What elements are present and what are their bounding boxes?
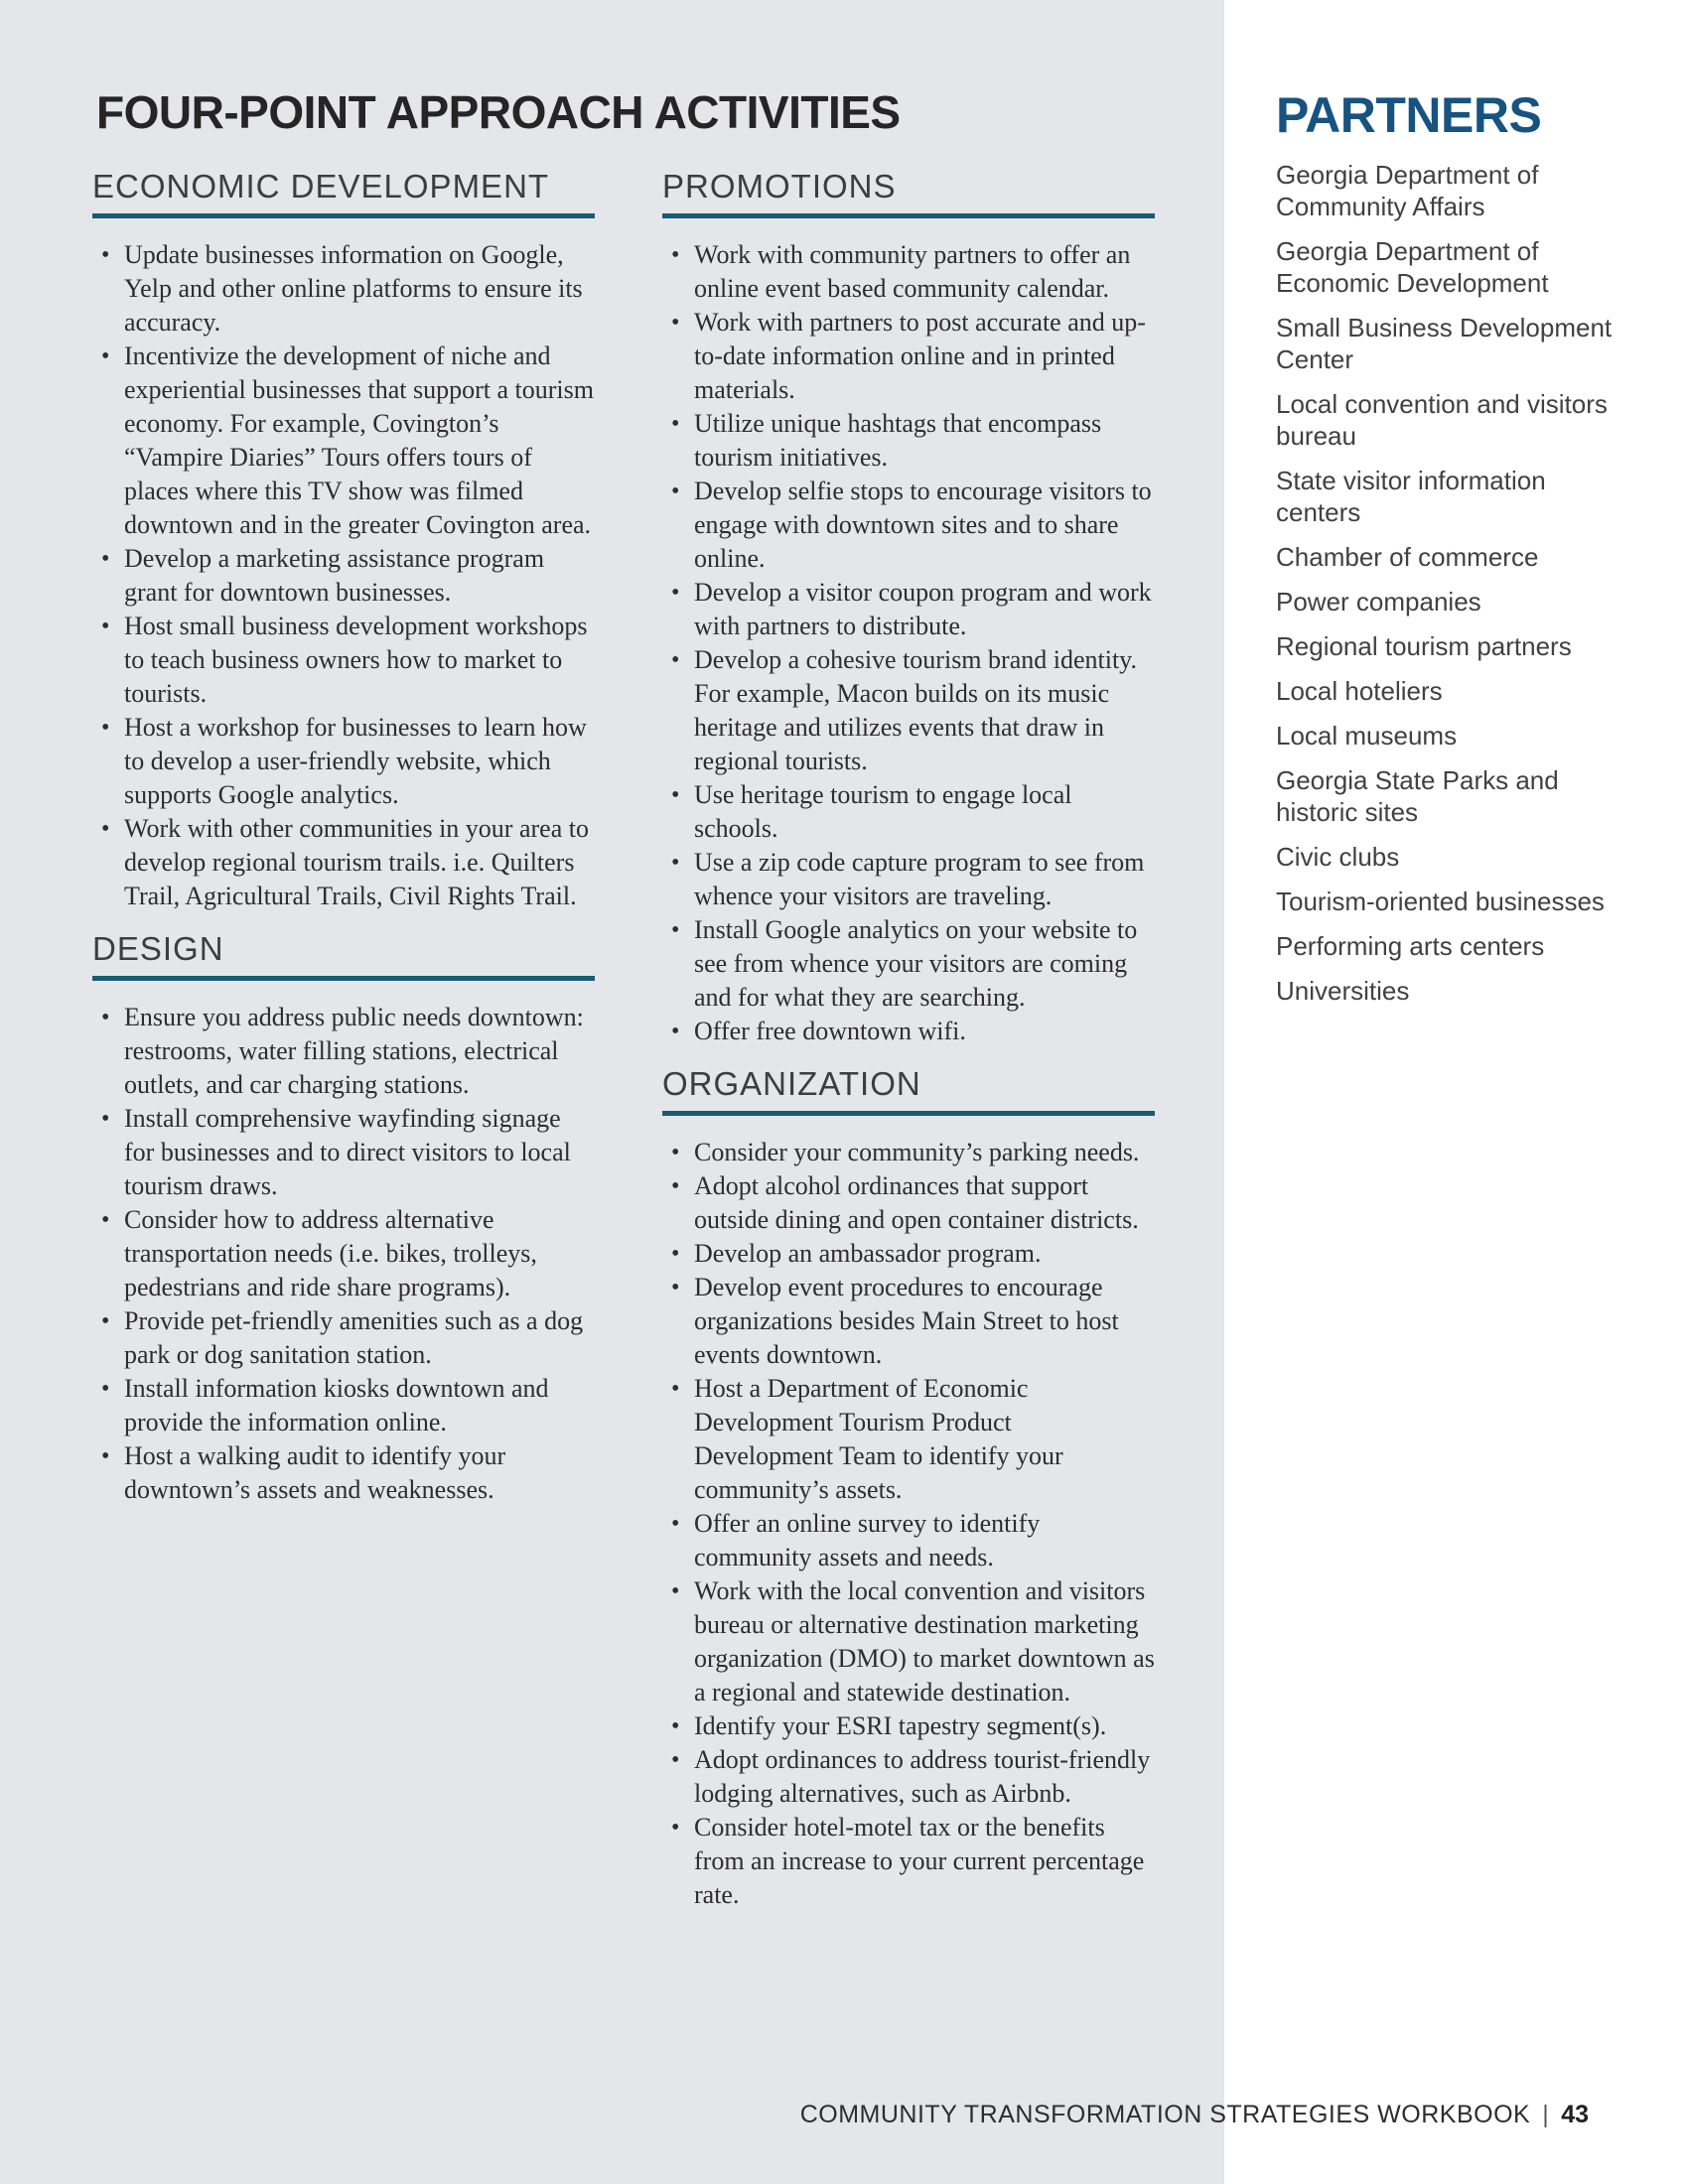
partner-item: Performing arts centers xyxy=(1276,931,1545,961)
organization-item: • Host a Department of Economic Development Tourism Product Development Team to identify your community’s assets. xyxy=(662,1372,1155,1507)
section-economic-development xyxy=(92,169,595,913)
promotions-item: • Offer free downtown wifi. xyxy=(662,1015,1155,1048)
partner-item: State visitor information centers xyxy=(1276,466,1546,527)
organization-item: • Adopt alcohol ordinances that support outside dining and open container districts. xyxy=(662,1169,1155,1237)
promotions-list xyxy=(662,238,1155,1048)
organization-list xyxy=(662,1136,1155,1912)
partner-item: Tourism-oriented businesses xyxy=(1276,887,1605,916)
promotions-item: • Use a zip code capture program to see from whence your visitors are traveling. xyxy=(662,846,1155,913)
partners-sidebar xyxy=(1276,89,1629,1020)
promotions-item: • Develop selfie stops to encourage visitors to engage with downtown sites and to share online. xyxy=(662,475,1155,576)
design-item: • Install comprehensive wayfinding signage for businesses and to direct visitors to local tourism draws. xyxy=(92,1102,595,1203)
column-left xyxy=(92,169,595,1507)
organization-item: • Consider your community’s parking needs. xyxy=(662,1136,1155,1169)
partner-item: Local convention and visitors bureau xyxy=(1276,389,1608,451)
design-item: • Ensure you address public needs downtown: restrooms, water filling stations, electrical outlets, and car charging stations. xyxy=(92,1001,595,1102)
organization-item: • Consider hotel-motel tax or the benefits from an increase to your current percentage rate. xyxy=(662,1811,1155,1912)
partner-item: Local museums xyxy=(1276,721,1458,751)
economic-development-list xyxy=(92,238,595,913)
section-title-organization: ORGANIZATION xyxy=(662,1066,1155,1116)
partner-item: Universities xyxy=(1276,976,1410,1006)
economic-development-item: • Update businesses information on Google, Yelp and other online platforms to ensure its accuracy. xyxy=(92,238,595,340)
organization-item: • Develop event procedures to encourage organizations besides Main Street to host events downtown. xyxy=(662,1271,1155,1372)
design-item: • Install information kiosks downtown and provide the information online. xyxy=(92,1372,595,1439)
promotions-item: • Work with partners to post accurate and up-to-date information online and in printed materials. xyxy=(662,306,1155,407)
promotions-item: • Work with community partners to offer an online event based community calendar. xyxy=(662,238,1155,306)
partner-item: Chamber of commerce xyxy=(1276,542,1539,572)
organization-item: • Develop an ambassador program. xyxy=(662,1237,1155,1271)
economic-development-item: • Develop a marketing assistance program grant for downtown businesses. xyxy=(92,542,595,610)
design-item: • Consider how to address alternative transportation needs (i.e. bikes, trolleys, pedestrians and ride share programs). xyxy=(92,1203,595,1304)
organization-item: • Identify your ESRI tapestry segment(s). xyxy=(662,1709,1155,1743)
partner-item: Georgia Department of Economic Development xyxy=(1276,236,1549,298)
partner-item: Regional tourism partners xyxy=(1276,631,1572,661)
section-promotions xyxy=(662,169,1155,1048)
design-list xyxy=(92,1001,595,1507)
partner-item: Civic clubs xyxy=(1276,842,1400,872)
partners-title: PARTNERS xyxy=(1276,87,1542,143)
economic-development-item: • Work with other communities in your area to develop regional tourism trails. i.e. Quilters Trail, Agricultural Trails, Civil Rights Trail. xyxy=(92,812,595,913)
footer-separator: | xyxy=(1542,2101,1550,2128)
promotions-item: • Use heritage tourism to engage local schools. xyxy=(662,778,1155,846)
column-middle xyxy=(662,169,1155,1912)
footer-page-number: 43 xyxy=(1561,2101,1589,2128)
promotions-item: • Utilize unique hashtags that encompass tourism initiatives. xyxy=(662,407,1155,475)
design-item: • Host a walking audit to identify your downtown’s assets and weaknesses. xyxy=(92,1439,595,1507)
section-title-design: DESIGN xyxy=(92,931,595,981)
promotions-item: • Install Google analytics on your website to see from whence your visitors are coming and for what they are searching. xyxy=(662,913,1155,1015)
economic-development-item: • Host small business development workshops to teach business owners how to market to tourists. xyxy=(92,610,595,711)
partner-item: Power companies xyxy=(1276,587,1481,616)
economic-development-item: • Incentivize the development of niche and experiential businesses that support a tourism economy. For example, Covington’s “Vampire Diaries” Tours offers tours of places where this TV show was filmed downtown and in the greater Covington area. xyxy=(92,340,595,542)
organization-item: • Work with the local convention and visitors bureau or alternative destination marketing organization (DMO) to market downtown as a regional and statewide destination. xyxy=(662,1574,1155,1709)
section-design xyxy=(92,931,595,1507)
design-item: • Provide pet-friendly amenities such as a dog park or dog sanitation station. xyxy=(92,1304,595,1372)
partner-item: Georgia State Parks and historic sites xyxy=(1276,765,1559,827)
page-title: FOUR-POINT APPROACH ACTIVITIES xyxy=(96,86,901,138)
partner-item: Local hoteliers xyxy=(1276,676,1443,706)
economic-development-item: • Host a workshop for businesses to learn how to develop a user-friendly website, which supports Google analytics. xyxy=(92,711,595,812)
footer-text: COMMUNITY TRANSFORMATION STRATEGIES WORKBOOK xyxy=(799,2101,1531,2128)
partner-item: Small Business Development Center xyxy=(1276,313,1613,374)
organization-item: • Adopt ordinances to address tourist-friendly lodging alternatives, such as Airbnb. xyxy=(662,1743,1155,1811)
section-title-promotions: PROMOTIONS xyxy=(662,169,1155,218)
section-organization xyxy=(662,1066,1155,1912)
partner-item: Georgia Department of Community Affairs xyxy=(1276,160,1539,221)
promotions-item: • Develop a visitor coupon program and work with partners to distribute. xyxy=(662,576,1155,643)
partners-list xyxy=(1276,159,1629,1007)
page-footer xyxy=(800,2101,1589,2128)
promotions-item: • Develop a cohesive tourism brand identity. For example, Macon builds on its music heritage and utilizes events that draw in regional tourists. xyxy=(662,643,1155,778)
organization-item: • Offer an online survey to identify community assets and needs. xyxy=(662,1507,1155,1574)
section-title-economic-development: ECONOMIC DEVELOPMENT xyxy=(92,169,595,218)
